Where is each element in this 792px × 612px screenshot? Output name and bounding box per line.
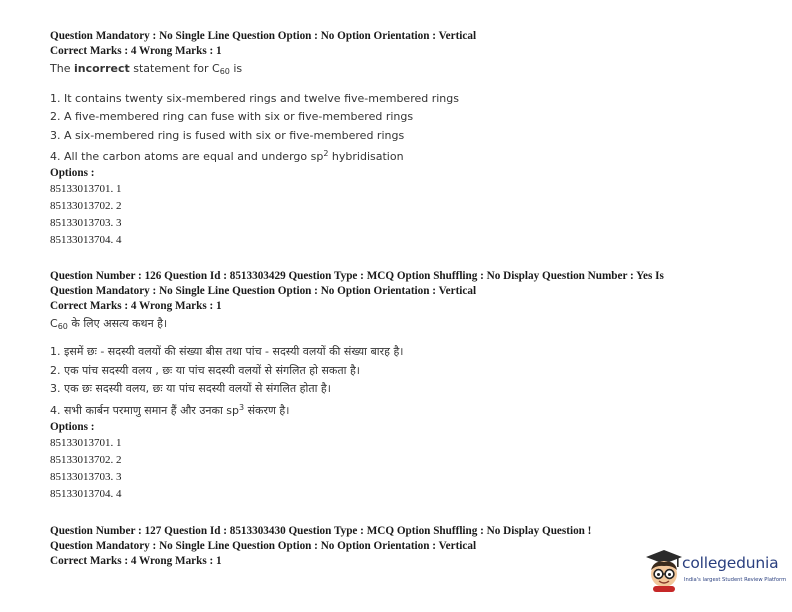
option-id-3: 85133013703. 3 [50, 471, 122, 483]
options-label: Options : [50, 167, 95, 180]
marks-line: Correct Marks : 4 Wrong Marks : 1 [50, 300, 222, 312]
options-label: Options : [50, 421, 95, 433]
logo-wordmark: collegedunia [682, 554, 779, 572]
answer-choice-3: 3. A six-membered ring is fused with six or five-membered rings [50, 128, 405, 142]
marks-line: Correct Marks : 4 Wrong Marks : 1 [50, 555, 222, 567]
option-id-2: 85133013702. 2 [50, 200, 122, 213]
option-id-4: 85133013704. 4 [50, 488, 122, 500]
answer-choices [50, 90, 740, 166]
answer-choice-4: 4. सभी कार्बन परमाणु समान हैं और उनका $sp^3$ संकरण है। [50, 402, 290, 417]
question-126-block [50, 269, 740, 503]
answer-choice-3: 3. एक छः सदस्यी वलय, छः या पांच सदस्यी वलयों से संगलित होता है। [50, 382, 331, 395]
option-id-1: 85133013701. 1 [50, 183, 122, 196]
question-meta-line: Question Mandatory : No Single Line Question Option : No Option Orientation : Vertical [50, 30, 477, 42]
answer-choice-4: 4. All the carbon atoms are equal and undergo $sp^2$ hybridisation [50, 148, 404, 163]
marks-line: Correct Marks : 4 Wrong Marks : 1 [50, 45, 222, 57]
collegedunia-logo [644, 548, 788, 594]
option-id-2: 85133013702. 2 [50, 454, 122, 466]
option-id-4: 85133013704. 4 [50, 234, 122, 247]
question-header: Question Number : 126 Question Id : 8513303429 Question Type : MCQ Option Shuffling : No Display Question Number : Yes Is [50, 270, 664, 282]
graduate-mascot-icon [644, 548, 684, 592]
logo-tagline: India's largest Student Review Platform [684, 577, 787, 583]
answer-choice-1: 1. It contains twenty six-membered rings and twelve five-membered rings [50, 92, 459, 105]
question-125-block [50, 29, 740, 249]
question-stem: $C_{60}$ के लिए असत्य कथन है। [50, 317, 168, 331]
question-stem: The incorrect statement for $C_{60}$ is [50, 62, 243, 76]
answer-choice-2: 2. A five-membered ring can fuse with six or five-membered rings [50, 110, 414, 124]
question-meta-line: Question Mandatory : No Single Line Question Option : No Option Orientation : Vertical [50, 540, 477, 552]
answer-choice-2: 2. एक पांच सदस्यी वलय , छः या पांच सदस्यी वलयों से संगलित हो सकता है। [50, 363, 360, 377]
option-id-1: 85133013701. 1 [50, 437, 122, 449]
question-meta-line: Question Mandatory : No Single Line Question Option : No Option Orientation : Vertical [50, 285, 477, 297]
answer-choice-1: 1. इसमें छः - सदस्यी वलयों की संख्या बीस तथा पांच - सदस्यी वलयों की संख्या बारह है। [50, 345, 404, 358]
option-id-3: 85133013703. 3 [50, 217, 122, 230]
question-header: Question Number : 127 Question Id : 8513303430 Question Type : MCQ Option Shuffling : No Display Question ! [50, 525, 592, 537]
answer-choices [50, 343, 740, 420]
